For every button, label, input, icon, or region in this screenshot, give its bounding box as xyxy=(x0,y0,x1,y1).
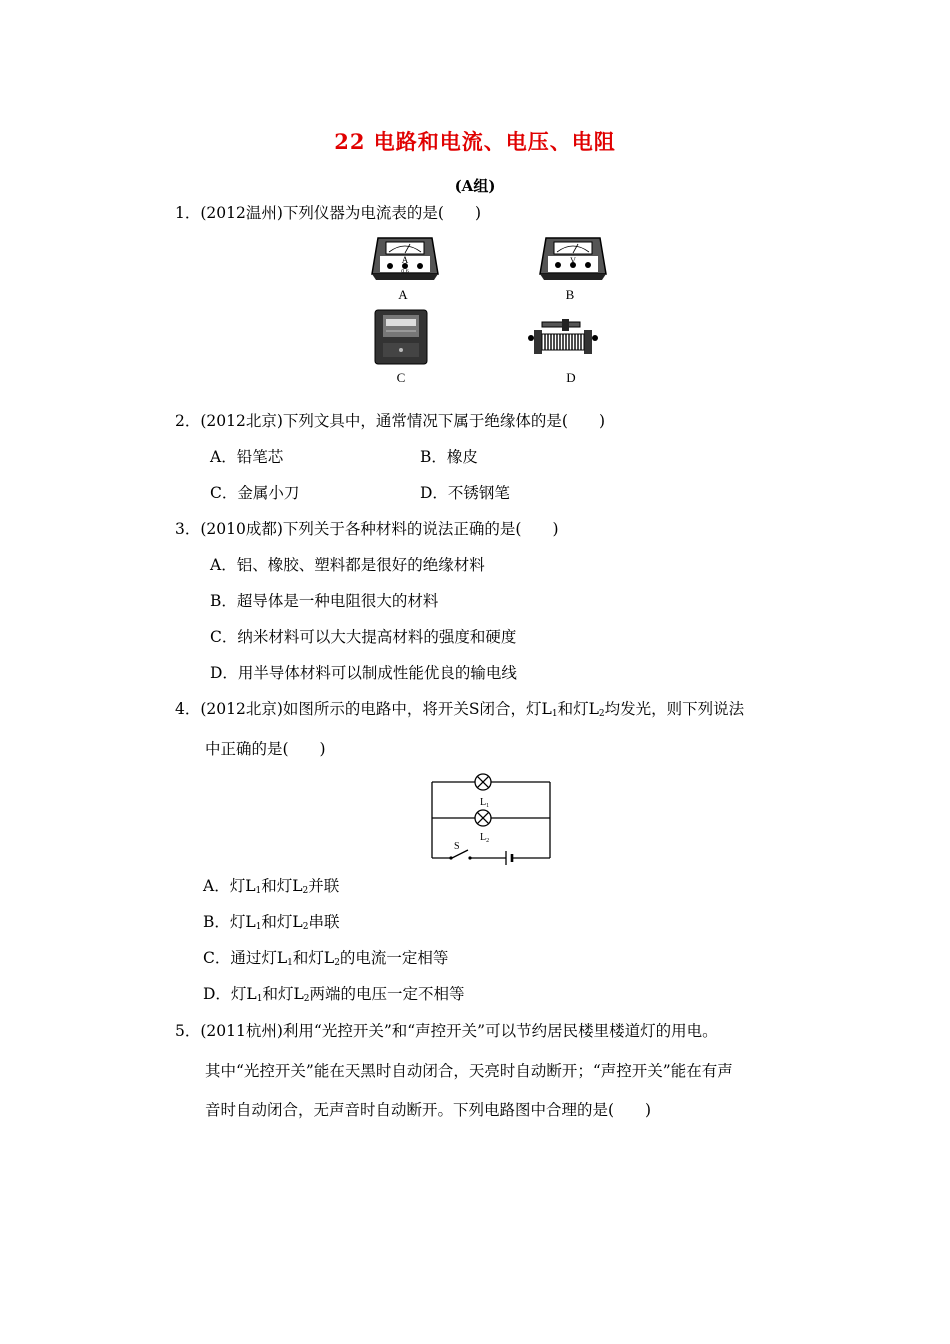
lamp1-sub: 1 xyxy=(486,803,490,809)
circuit-diagram xyxy=(428,772,554,862)
q2-option-b: B．橡皮 xyxy=(420,448,478,466)
q4-option-b: B．灯$L_1$和灯$L_2$串联 xyxy=(203,913,340,932)
ammeter-scale: 0.6 xyxy=(401,269,409,275)
page-title: 22 电路和电流、电压、电阻 xyxy=(334,129,616,154)
lamp1-label: L xyxy=(480,797,487,808)
q2-option-d: D．不锈钢笔 xyxy=(420,484,510,502)
question-4-stem-line1: 4．(2012北京)如图所示的电路中，将开关S闭合，灯$L_1$和灯$L_2$均发光，则下列说法 xyxy=(175,700,745,719)
switch-label: S xyxy=(454,841,460,852)
lamp2-label: L xyxy=(480,832,487,843)
option-label-b: B xyxy=(565,287,575,302)
q4-option-d: D．灯$L_1$和灯$L_2$两端的电压一定不相等 xyxy=(203,985,465,1004)
ammeter-symbol: A xyxy=(401,255,409,265)
q3-option-a: A．铝、橡胶、塑料都是很好的绝缘材料 xyxy=(210,556,485,574)
ammeter-image xyxy=(370,234,440,284)
question-4-stem-line2: 中正确的是( ) xyxy=(205,740,326,758)
energy-meter-image xyxy=(374,309,428,365)
svg-text:L1 xyxy=(480,797,489,809)
voltmeter-symbol: V xyxy=(570,256,576,265)
rheostat-image xyxy=(528,318,598,358)
q2-option-a: A．铅笔芯 xyxy=(210,448,284,466)
question-5-line1: 5．(2011杭州)利用“光控开关”和“声控开关”可以节约居民楼里楼道灯的用电。 xyxy=(175,1022,718,1040)
question-1-stem: 1．(2012温州)下列仪器为电流表的是( ) xyxy=(175,204,481,222)
question-5-line2: 其中“光控开关”能在天黑时自动闭合，天亮时自动断开；“声控开关”能在有声 xyxy=(205,1062,733,1080)
svg-text:L2 xyxy=(480,832,489,844)
q4-option-c: C．通过灯$L_1$和灯$L_2$的电流一定相等 xyxy=(203,949,449,968)
q3-option-d: D．用半导体材料可以制成性能优良的输电线 xyxy=(210,664,517,682)
q3-option-b: B．超导体是一种电阻很大的材料 xyxy=(210,592,439,610)
lamp2-sub: 2 xyxy=(486,838,490,844)
option-label-c: C xyxy=(396,370,406,385)
section-heading: (A组) xyxy=(454,177,496,195)
q3-option-c: C．纳米材料可以大大提高材料的强度和硬度 xyxy=(210,628,517,646)
option-label-a: A xyxy=(398,287,408,302)
q2-option-c: C．金属小刀 xyxy=(210,484,300,502)
question-5-line3: 音时自动闭合，无声音时自动断开。下列电路图中合理的是( ) xyxy=(205,1101,652,1119)
question-3-stem: 3．(2010成都)下列关于各种材料的说法正确的是( ) xyxy=(175,520,559,538)
question-2-stem: 2．(2012北京)下列文具中，通常情况下属于绝缘体的是( ) xyxy=(175,412,605,430)
option-label-d: D xyxy=(566,370,576,385)
q4-option-a: A．灯$L_1$和灯$L_2$并联 xyxy=(203,877,340,896)
voltmeter-image xyxy=(538,234,608,284)
